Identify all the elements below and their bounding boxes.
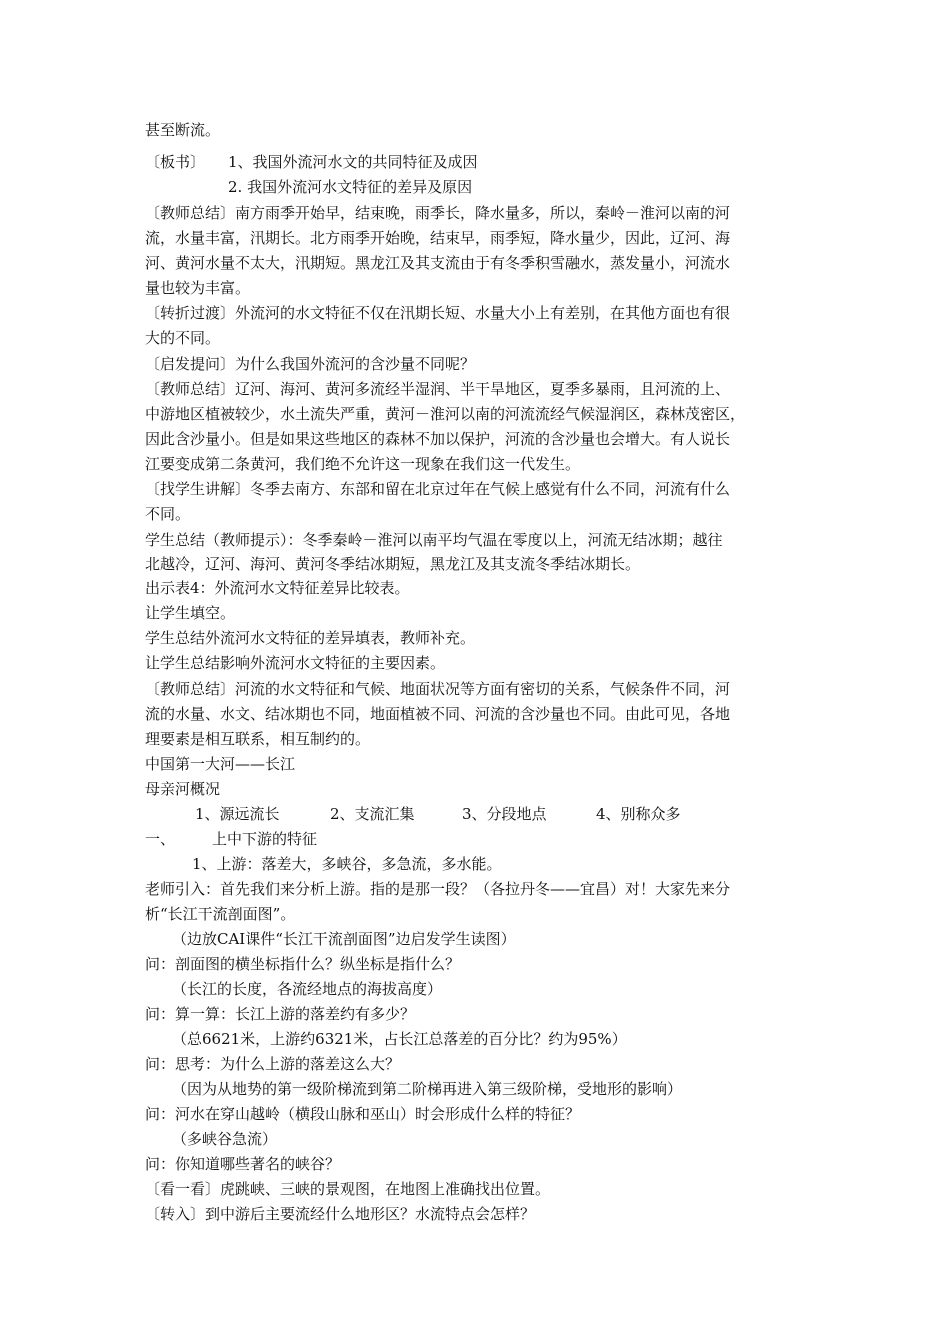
- subsection-heading: 母亲河概况: [145, 780, 221, 798]
- text-line: （长江的长度，各流经地点的海拔高度）: [172, 980, 443, 998]
- overview-point-1: 1、源远流长: [195, 805, 280, 823]
- text-line: 河、黄河水量不太大，汛期短。黑龙江及其支流由于有冬季积雪融水，蒸发量小，河流水: [145, 254, 731, 272]
- text-line: （因为从地势的第一级阶梯流到第二阶梯再进入第三级阶梯，受地形的影响）: [172, 1080, 683, 1098]
- text-line: 大的不同。: [145, 329, 221, 347]
- blackboard-item-2: 2. 我国外流河水文特征的差异及原因: [228, 178, 473, 196]
- text-line: 1、上游：落差大，多峡谷，多急流，多水能。: [192, 855, 502, 873]
- text-line: 量也较为丰富。: [145, 279, 251, 297]
- text-line: 不同。: [145, 505, 191, 523]
- text-line: 流的水量、水文、结冰期也不同，地面植被不同、河流的含沙量也不同。由此可见，各地: [145, 705, 731, 723]
- text-line: 〔找学生讲解〕冬季去南方、东部和留在北京过年在气候上感觉有什么不同，河流有什么: [145, 480, 731, 498]
- text-line: 流，水量丰富，汛期长。北方雨季开始晚，结束早，雨季短，降水量少，因此，辽河、海: [145, 229, 731, 247]
- text-line: 让学生填空。: [145, 604, 236, 622]
- section-title: 上中下游的特征: [212, 830, 318, 848]
- overview-point-3: 3、分段地点: [462, 805, 547, 823]
- text-line: （多峡谷急流）: [172, 1130, 278, 1148]
- text-line: 问：你知道哪些著名的峡谷？: [145, 1155, 341, 1173]
- text-line: 〔转折过渡〕外流河的水文特征不仅在汛期长短、水量大小上有差别，在其他方面也有很: [145, 304, 731, 322]
- overview-point-2: 2、支流汇集: [330, 805, 415, 823]
- text-line: 江要变成第二条黄河，我们绝不允许这一现象在我们这一代发生。: [145, 455, 581, 473]
- text-line: 析“长江干流剖面图”。: [145, 905, 296, 923]
- text-line: 〔启发提问〕为什么我国外流河的含沙量不同呢？: [145, 355, 476, 373]
- blackboard-item-1: 1、我国外流河水文的共同特征及成因: [228, 153, 478, 171]
- text-line: 学生总结外流河水文特征的差异填表，教师补充。: [145, 629, 476, 647]
- section-heading: 中国第一大河——长江: [145, 755, 296, 773]
- text-line: 甚至断流。: [145, 121, 221, 139]
- text-line: 出示表4：外流河水文特征差异比较表。: [145, 579, 410, 597]
- text-line: 〔教师总结〕河流的水文特征和气候、地面状况等方面有密切的关系，气候条件不同，河: [145, 680, 731, 698]
- text-line: 北越冷，辽河、海河、黄河冬季结冰期短，黑龙江及其支流冬季结冰期长。: [145, 555, 641, 573]
- text-line: 〔看一看〕虎跳峡、三峡的景观图，在地图上准确找出位置。: [145, 1180, 551, 1198]
- text-line: 让学生总结影响外流河水文特征的主要因素。: [145, 654, 446, 672]
- text-line: （边放CAI课件“长江干流剖面图”边启发学生读图）: [172, 930, 516, 948]
- text-line: 问：算一算：长江上游的落差约有多少？: [145, 1005, 416, 1023]
- text-line: 问：剖面图的横坐标指什么？纵坐标是指什么？: [145, 955, 461, 973]
- section-number: 一、: [145, 830, 176, 848]
- text-line: 老师引入：首先我们来分析上游。指的是那一段？（各拉丹冬——宜昌）对！大家先来分: [145, 880, 731, 898]
- text-line: 因此含沙量小。但是如果这些地区的森林不加以保护，河流的含沙量也会增大。有人说长: [145, 430, 731, 448]
- text-line: 〔教师总结〕南方雨季开始早，结束晚，雨季长，降水量多，所以，秦岭－淮河以南的河: [145, 204, 731, 222]
- blackboard-label: 〔板书〕: [145, 153, 206, 171]
- text-line: 问：思考：为什么上游的落差这么大？: [145, 1055, 401, 1073]
- text-line: 中游地区植被较少，水土流失严重，黄河－淮河以南的河流流经气候湿润区，森林茂密区，: [145, 405, 746, 423]
- text-line: （总6621米，上游约6321米，占长江总落差的百分比？约为95%）: [172, 1030, 627, 1048]
- text-line: 理要素是相互联系，相互制约的。: [145, 730, 371, 748]
- text-line: 学生总结（教师提示）：冬季秦岭－淮河以南平均气温在零度以上，河流无结冰期；越往: [145, 531, 723, 549]
- text-line: 〔教师总结〕辽河、海河、黄河多流经半湿润、半干旱地区，夏季多暴雨，且河流的上、: [145, 380, 731, 398]
- text-line: 〔转入〕到中游后主要流经什么地形区？水流特点会怎样？: [145, 1205, 536, 1223]
- text-line: 问：河水在穿山越岭（横段山脉和巫山）时会形成什么样的特征？: [145, 1105, 581, 1123]
- overview-point-4: 4、别称众多: [596, 805, 681, 823]
